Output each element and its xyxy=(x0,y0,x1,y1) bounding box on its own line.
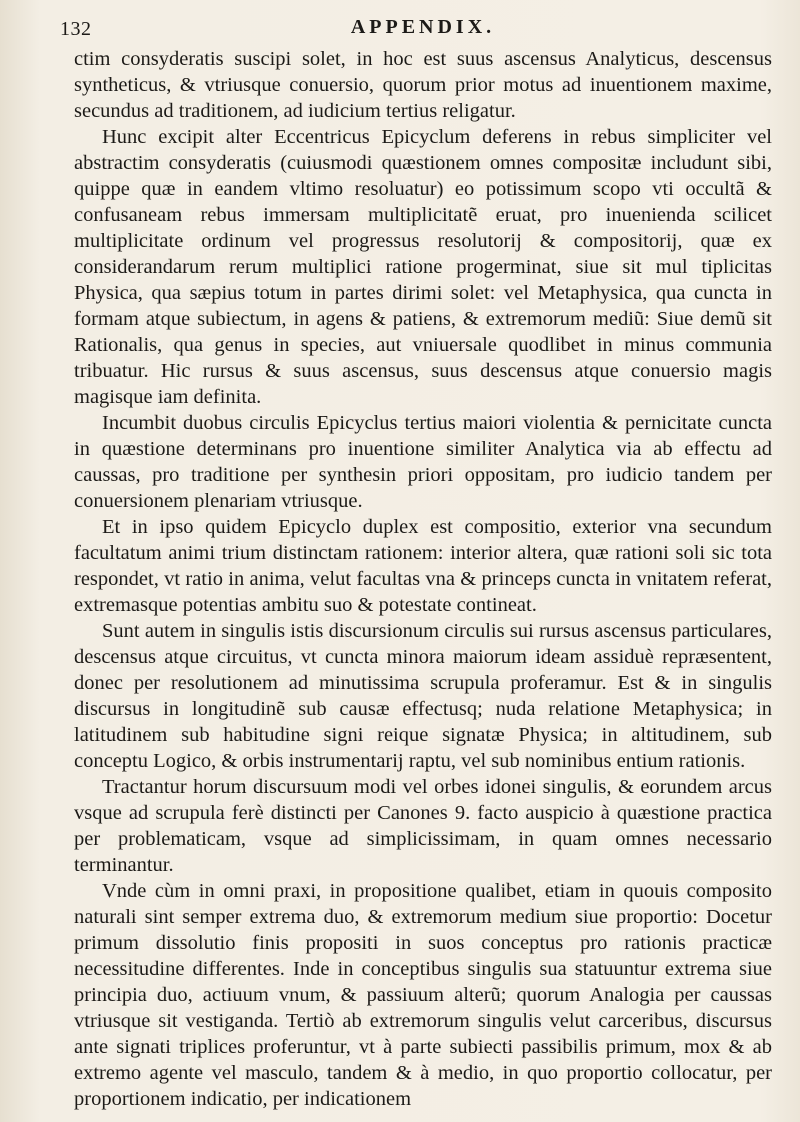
paragraph-eccentricus: Hunc excipit alter Eccentricus Epicyclum deferens in rebus simpliciter vel abstractim consyderatis (cuiusmodi quæstionem omnes compositæ includunt sibi, quippe quæ in eandem vltimo resoluatur) eo potissimum scopo vti occultã & confusaneam rebus immersam multiplicitatẽ eruat, pro inuenienda scilicet multiplicitate ordinum vel progressus resolutorij & compositorij, quæ ex considerandarum rerum multiplici ratione progerminat, siue sit mul tiplicitas Physica, qua sæpius totum in partes dirimi solet: vel Metaphysica, qua cuncta in formam atque subiectum, in agens & patiens, & extremorum mediũ: Siue demũ sit Rationalis, qua genus in species, aut vniuersale quodlibet in minus communia tribuatur. Hic rursus & suus ascensus, suus descensus atque conuersio magis magisque iam definita. xyxy=(74,126,772,408)
paragraph-canones: Tractantur horum discursuum modi vel orbes idonei singulis, & eorundem arcus vsque ad scrupula ferè distincti per Canones 9. facto auspicio à quæstione practica per problematicam, vsque ad simplicissimam, in quam omnes necessario terminantur. xyxy=(74,776,772,876)
body-text xyxy=(74,46,772,1112)
page-header xyxy=(60,14,772,46)
running-head: APPENDIX. xyxy=(350,16,496,38)
paragraph-continuation: ctim consyderatis suscipi solet, in hoc est suus ascensus Analyticus, descensus syntheticus, & vtriusque conuersio, quorum prior motus ad inuentionem maxime, secundus ad traditionem, ad iudicium tertius religatur. xyxy=(74,48,772,122)
paragraph-praxis: Vnde cùm in omni praxi, in propositione qualibet, etiam in quouis composito naturali sint semper extrema duo, & extremorum medium siue proportio: Docetur primum dissolutio finis propositi in suos conceptus pro rationis practicæ necessitudine differentes. Inde in conceptibus singulis sua statuuntur extrema siue principia duo, actiuum vnum, & passiuum alterũ; quorum Analogia per caussas vtriusque sit vestiganda. Tertiò ab extremorum singulis velut carceribus, discursus ante signati triplices proferuntur, vt à parte subiecti passibilis primum, mox & ab extremo agente vel masculo, tandem & à medio, in quo proportio collocatur, per proportionem indicatio, per indicationem xyxy=(74,880,772,1110)
paragraph-ascensus: Sunt autem in singulis istis discursionum circulis sui rursus ascensus particulares, descensus atque circuitus, vt cuncta minora maiorum ideam assiduè repræsentent, donec per resolutionem ad minutissima scrupula proferamur. Est & in singulis discursus in longitudinẽ sub causæ effectusq; nuda relatione Metaphysica; in latitudinem sub habitudine signi reique signatæ Physica; in altitudinem, sub conceptu Logico, & orbis instrumentarij raptu, vel sub nominibus entium rationis. xyxy=(74,620,772,772)
page-number: 132 xyxy=(60,18,92,40)
paragraph-epicyclus-tertius: Incumbit duobus circulis Epicyclus tertius maiori violentia & pernicitate cuncta in quæstione determinans pro inuentione similiter Analytica via ab effectu ad caussas, pro traditione per synthesin priori oppositam, pro iudicio tandem per conuersionem plenariam vtriusque. xyxy=(74,412,772,512)
paragraph-compositio: Et in ipso quidem Epicyclo duplex est compositio, exterior vna secundum facultatum animi trium distinctam rationem: interior altera, quæ rationi soli sic tota respondet, vt ratio in anima, velut facultas vna & princeps cuncta in vnitatem referat, extremasque potentias ambitu suo & potestate contineat. xyxy=(74,516,772,616)
